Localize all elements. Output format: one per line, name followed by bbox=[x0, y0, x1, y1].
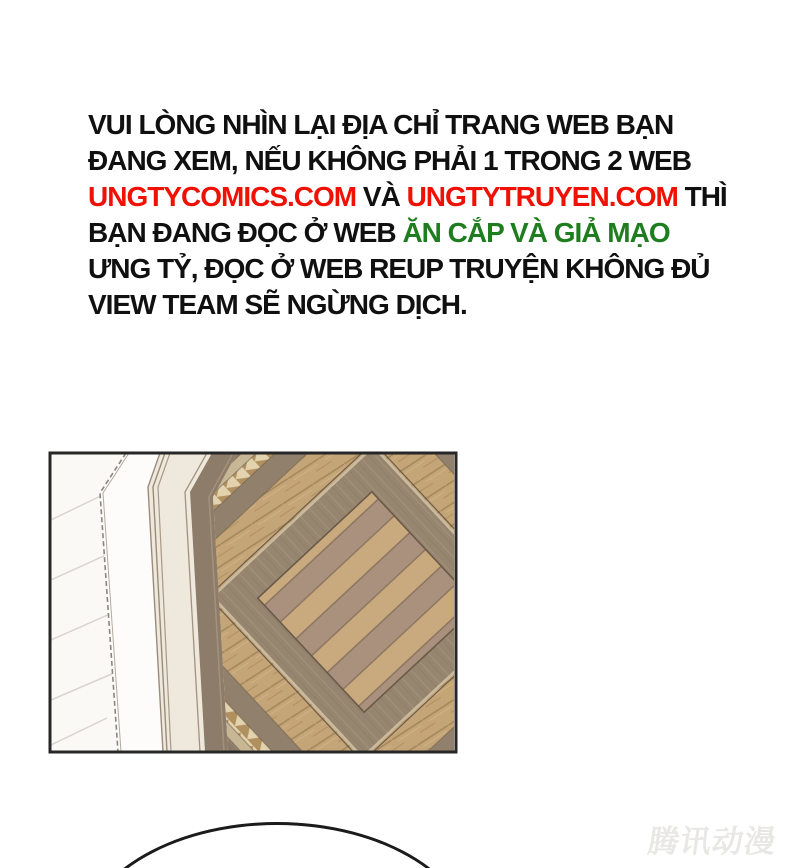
floor-panel-illustration bbox=[47, 450, 459, 755]
notice-text-segment: VUI LÒNG NHÌN LẠI ĐỊA CHỈ TRANG WEB BẠN bbox=[88, 109, 674, 140]
notice-line bbox=[88, 215, 668, 251]
notice-text-segment: ƯNG TỶ, ĐỌC Ở WEB REUP TRUYỆN KHÔNG ĐỦ bbox=[88, 253, 710, 284]
notice-text-segment: BẠN ĐANG ĐỌC Ở WEB bbox=[88, 217, 403, 248]
anti-piracy-notice bbox=[88, 107, 727, 323]
tencent-comics-watermark: 腾讯动漫 bbox=[645, 824, 779, 860]
notice-text-segment: VÀ bbox=[356, 181, 407, 212]
notice-text-segment: VIEW TEAM SẼ NGỪNG DỊCH. bbox=[88, 289, 467, 320]
notice-text-segment: ĐANG XEM, NẾU KHÔNG PHẢI 1 TRONG 2 WEB bbox=[88, 145, 691, 176]
notice-line bbox=[88, 287, 668, 323]
notice-site-link: UNGTYTRUYEN.COM bbox=[406, 181, 678, 212]
notice-line bbox=[88, 251, 710, 287]
notice-warning-segment: ĂN CẮP VÀ GIẢ MẠO bbox=[402, 217, 670, 248]
notice-text-segment: THÌ bbox=[677, 181, 727, 212]
notice-line bbox=[88, 107, 674, 143]
notice-site-link: UNGTYCOMICS.COM bbox=[88, 181, 357, 212]
notice-line bbox=[88, 143, 691, 179]
speech-bubble bbox=[79, 822, 475, 868]
notice-line bbox=[88, 179, 727, 215]
